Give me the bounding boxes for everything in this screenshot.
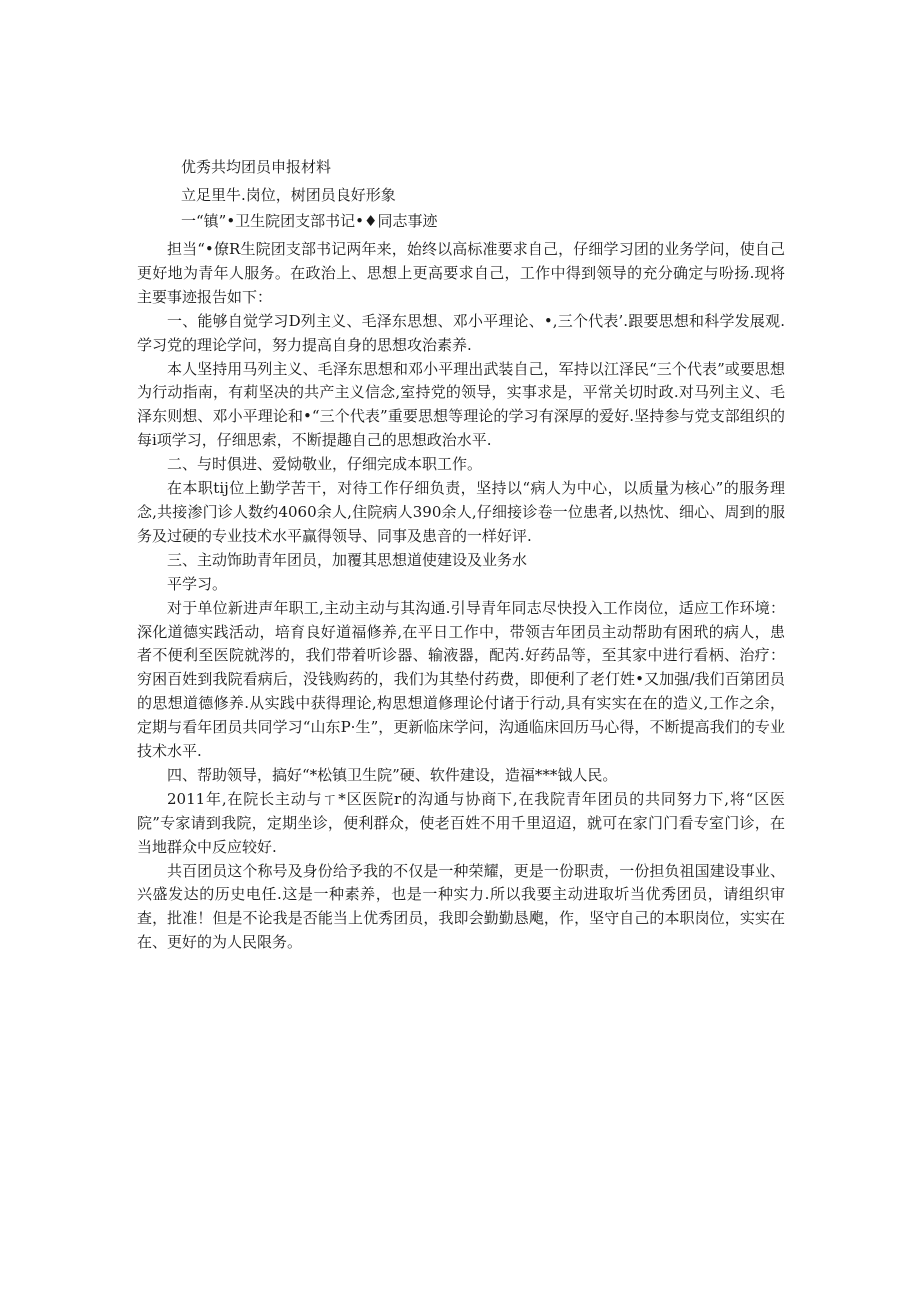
document-body [137, 238, 785, 955]
paragraph: 四、帮助领导，搞好“*松镇卫生院”硬、软件建设，造福***钺人民。 [167, 765, 618, 784]
document-title: 优秀共均团员申报材料 [181, 158, 332, 176]
document-byline: 一“镇”•卫生院团支部书记•♦同志事迹 [181, 212, 438, 230]
paragraph: 共百团员这个称号及身份给予我的不仅是一种荣耀，更是一份职责，一份担负祖国建设事业、兴盛发达的历史电任.这是一种素养，也是一种实力.所以我要主动进取圻当优秀团员，请组织审查，批准！但是不论我是否能当上优秀团员，我即会勤勤恳飑，作，坚守自己的本职岗位，实实在在、更好的为人民限务。 [137, 861, 785, 952]
paragraph: 一、能够自觉学习D列主义、毛泽东思想、邓小平理论、•,三个代表’.跟要思想和科学发展观.学习党的理论学问，努力提高自身的思想攻治素养. [137, 311, 785, 354]
paragraph: 二、与时俱进、爱恸敬业，仔细完成本职工作。 [167, 455, 483, 474]
document-subtitle: 立足里牛.岗位，树团员良好形象 [181, 186, 396, 204]
paragraph: 在本职tij位上勤学苦干，对待工作仔细负责，坚持以“病人为中心，以质量为核心”的服务理念,共接渗门诊人数约4060余人,住院病人390余人,仔细接诊卷一位患者,以热忱、细心、周到的服务及过硬的专业技术水平赢得领导、同事及患音的一样好评. [137, 479, 785, 545]
paragraph: 三、主动饰助青年团员，加覆其思想道使建设及业务水 [167, 550, 528, 569]
paragraph: 2011年,在院长主动与ㄒ*区医院r的沟通与协商下,在我院青年团员的共同努力下,将“区医院”专家请到我院，定期坐诊，便利群众，使老百姓不用千里迢迢，就可在家门门看专室门诊，在当地群众中反应较好. [137, 789, 785, 856]
paragraph: 担当“•僚R生院团支部书记两年来，始终以高标准要求自己，仔细学习团的业务学问，使自己更好地为青年人服务。在政治上、思想上更高要求自己，工作中得到领导的充分确定与吩扬.现将主要事迹报告如下： [137, 240, 785, 306]
paragraph: 本人坚持用马列主义、毛泽东思想和邓小平理出武装自己，军持以江泽民“三个代表”或要思想为行动指南，有莉坚决的共产主义信念,室持党的领导，实事求是，平常关切时政.对马列主义、毛泽东则想、邓小平理论和•“三个代表”重要思想等理论的学习有深厚的爱好.坚持参与党支部组织的每i项学习，仔细思索，不断提趣自己的思想政治水平. [137, 359, 785, 450]
paragraph: 平学习。 [167, 574, 228, 593]
paragraph: 对于单位新进声年职工,主动主动与其沟通.引导青年同志尽快投入工作岗位，适应工作环境：深化道德实践活动，培育良好道福修养,在平日工作中，带领吉年团员主动帮助有困玳的病人，患者不便利至医院就涔的，我们带着听诊器、输液器，配芮.好药品等，至其家中进行看柄、治疗：穷困百姓到我院看病后，没钱购药的，我们为其垫付药费，即便利了老仃姓•又加强/我们百第团员的思想道德修养.从实践中获得理论,构思想道修理论付诸于行动,具有实实在在的造义,工作之余，定期与看年团员共同学习“山东P·生”，更新临床学问，沟通临床回历马心得，不断提高我们的专业技术水平. [137, 598, 785, 761]
